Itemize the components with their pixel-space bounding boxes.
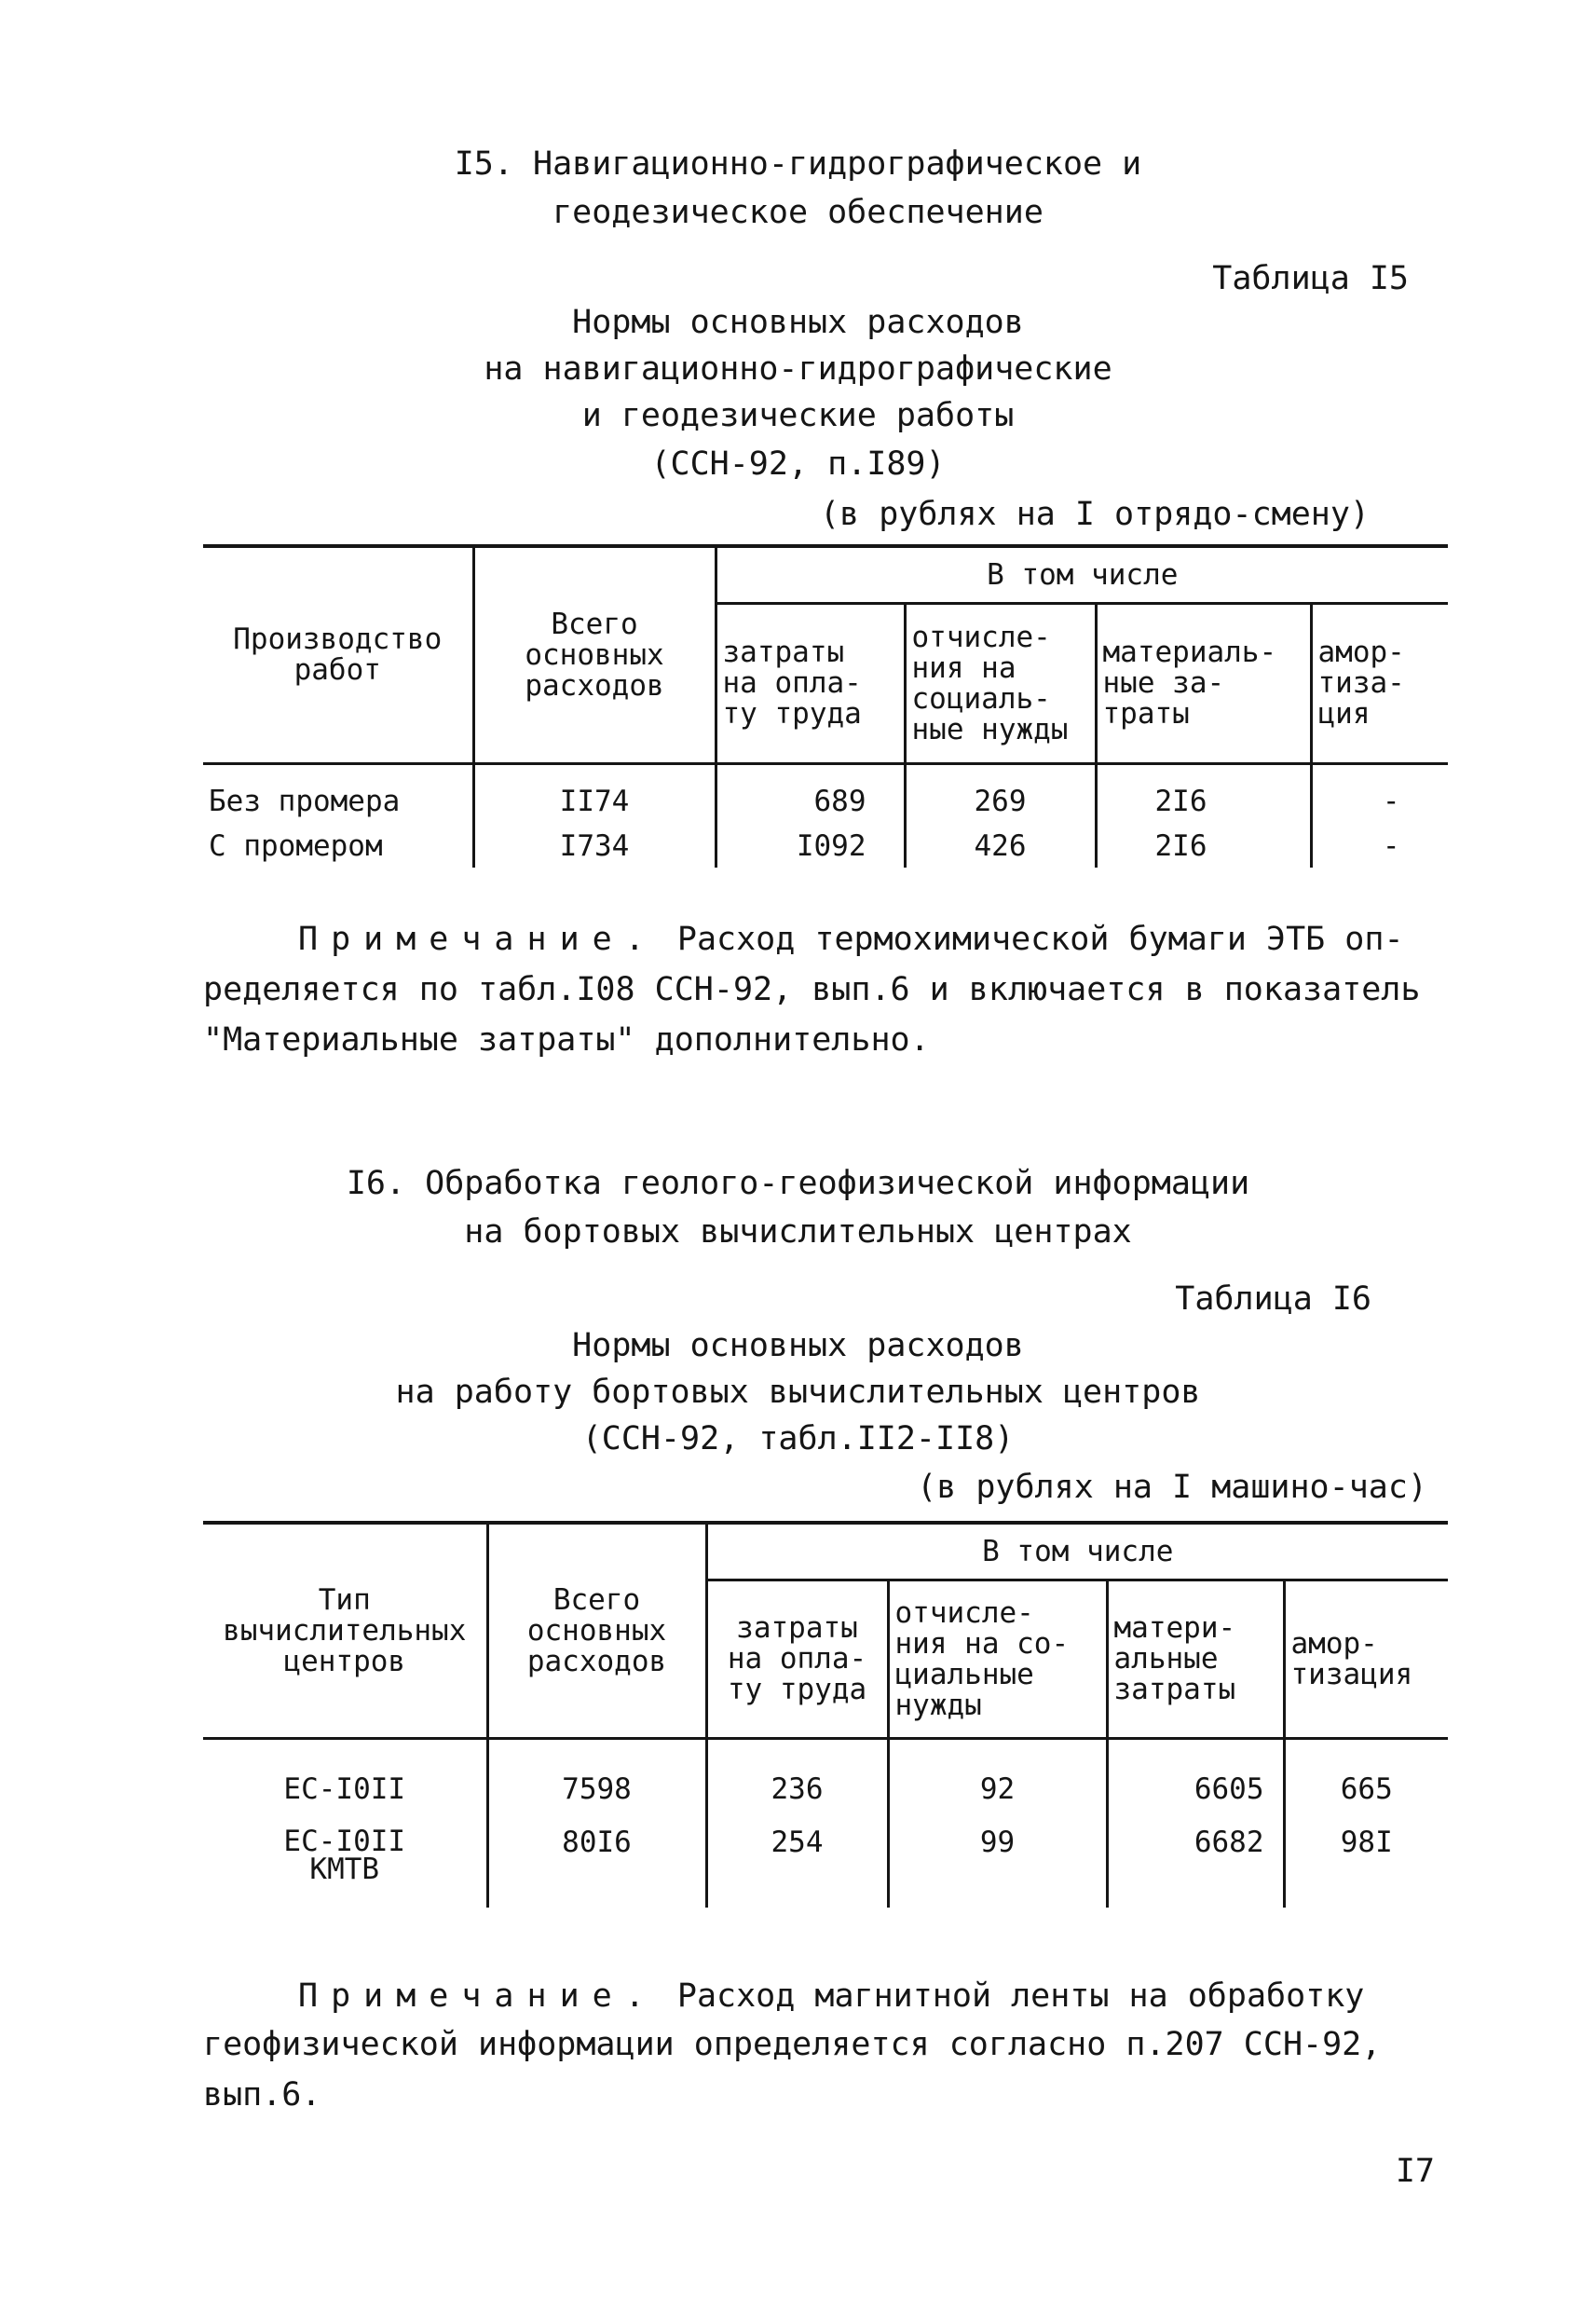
table-16-header-total: Всего основных расходов xyxy=(487,1523,706,1739)
table-16-header-group: В том числе xyxy=(706,1523,1448,1580)
table-16-header-social: отчисле- ния на со- циальные нужды xyxy=(888,1580,1107,1739)
note-16-line-3: вып.6. xyxy=(203,2076,321,2114)
table-16-cell: ЕС-I0II xyxy=(283,1772,406,1806)
table-16-units: (в рублях на I машино-час) xyxy=(917,1469,1427,1506)
table-16-cell: 236 xyxy=(706,1739,888,1821)
note-15-line-1: Примечание. Расход термохимической бумаги ЭТБ оп- xyxy=(298,921,1404,958)
table-16-number: Таблица I6 xyxy=(1175,1280,1371,1318)
note-16-label: Примечание. xyxy=(298,1977,658,2015)
table-16-caption-line-3: (ССН-92, табл.II2-II8) xyxy=(581,1420,1015,1457)
table-16-cell: 6605 xyxy=(1107,1739,1284,1821)
table-16-cell: 7598 xyxy=(487,1739,706,1821)
table-15-header-depreciation: амор- тиза- ция xyxy=(1311,604,1448,764)
table-16-cell: 6682 xyxy=(1107,1820,1284,1908)
section-15-title-line-1: I5. Навигационно-гидрографическое и xyxy=(454,145,1142,183)
table-15-header-materials: материаль- ные за- траты xyxy=(1096,604,1311,764)
table-15-cell: I734 xyxy=(473,825,716,868)
table-15-header-total: Всего основных расходов xyxy=(473,546,716,764)
table-15-cell: С промером xyxy=(209,828,383,863)
table-row xyxy=(203,1739,1448,1821)
table-15-caption-line-1: Нормы основных расходов xyxy=(572,304,1024,341)
table-15-cell: I092 xyxy=(716,825,905,868)
table-16-caption-line-1: Нормы основных расходов xyxy=(572,1327,1024,1364)
table-16 xyxy=(203,1521,1448,1908)
table-15-cell: 689 xyxy=(716,764,905,826)
table-15-caption-line-3: и геодезические работы xyxy=(581,397,1015,434)
table-15-header-labor: затраты на опла- ту труда xyxy=(716,604,905,764)
page-number: I7 xyxy=(1395,2153,1435,2190)
note-15-line-3: "Материальные затраты" дополнительно. xyxy=(203,1021,930,1059)
table-15 xyxy=(203,544,1448,868)
section-16-title-line-1: I6. Обработка геолого-геофизической информации xyxy=(346,1165,1250,1202)
table-16-cell: 99 xyxy=(888,1820,1107,1908)
table-15-cell: 2I6 xyxy=(1096,764,1311,826)
table-15-caption-line-4: (ССН-92, п.I89) xyxy=(650,445,946,483)
table-16-header-materials: матери- альные затраты xyxy=(1107,1580,1284,1739)
table-16-cell: ЕС-I0II КМТВ xyxy=(283,1825,406,1886)
table-15-header-production: Производство работ xyxy=(203,546,473,764)
table-16-header-labor: затраты на опла- ту труда xyxy=(706,1580,888,1739)
table-15-cell: 2I6 xyxy=(1096,825,1311,868)
table-16-caption-line-2: на работу бортовых вычислительных центров xyxy=(395,1374,1201,1411)
table-15-cell: - xyxy=(1311,764,1448,826)
table-16-cell: 254 xyxy=(706,1820,888,1908)
note-15-label: Примечание. xyxy=(298,921,658,958)
table-16-cell: 80I6 xyxy=(487,1820,706,1908)
note-16-line-1: Примечание. Расход магнитной ленты на обработку xyxy=(298,1977,1365,2015)
table-15-header-group: В том числе xyxy=(716,546,1448,604)
table-15-cell: - xyxy=(1311,825,1448,868)
table-16-cell: 98I xyxy=(1284,1820,1448,1908)
table-16-cell: 92 xyxy=(888,1739,1107,1821)
table-15-number: Таблица I5 xyxy=(1212,260,1409,297)
table-15-cell: 426 xyxy=(905,825,1096,868)
table-15-cell: 269 xyxy=(905,764,1096,826)
table-15-cell: Без промера xyxy=(209,784,401,818)
table-15-header-social: отчисле- ния на социаль- ные нужды xyxy=(905,604,1096,764)
table-16-cell: 665 xyxy=(1284,1739,1448,1821)
table-16-header-depreciation: амор- тизация xyxy=(1284,1580,1448,1739)
note-15-line-2: ределяется по табл.I08 ССН-92, вып.6 и включается в показатель xyxy=(203,971,1421,1008)
table-16-header-type: Тип вычислительных центров xyxy=(203,1523,487,1739)
table-15-units: (в рублях на I отрядо-смену) xyxy=(819,496,1370,533)
table-row xyxy=(203,1820,1448,1908)
table-row xyxy=(203,825,1448,868)
note-16-line-2: геофизической информации определяется согласно п.207 ССН-92, xyxy=(203,2026,1382,2063)
section-15-title-line-2: геодезическое обеспечение xyxy=(552,194,1044,231)
table-15-cell: II74 xyxy=(473,764,716,826)
table-row xyxy=(203,764,1448,826)
table-15-caption-line-2: на навигационно-гидрографические xyxy=(484,350,1112,388)
section-16-title-line-2: на бортовых вычислительных центрах xyxy=(464,1213,1132,1251)
